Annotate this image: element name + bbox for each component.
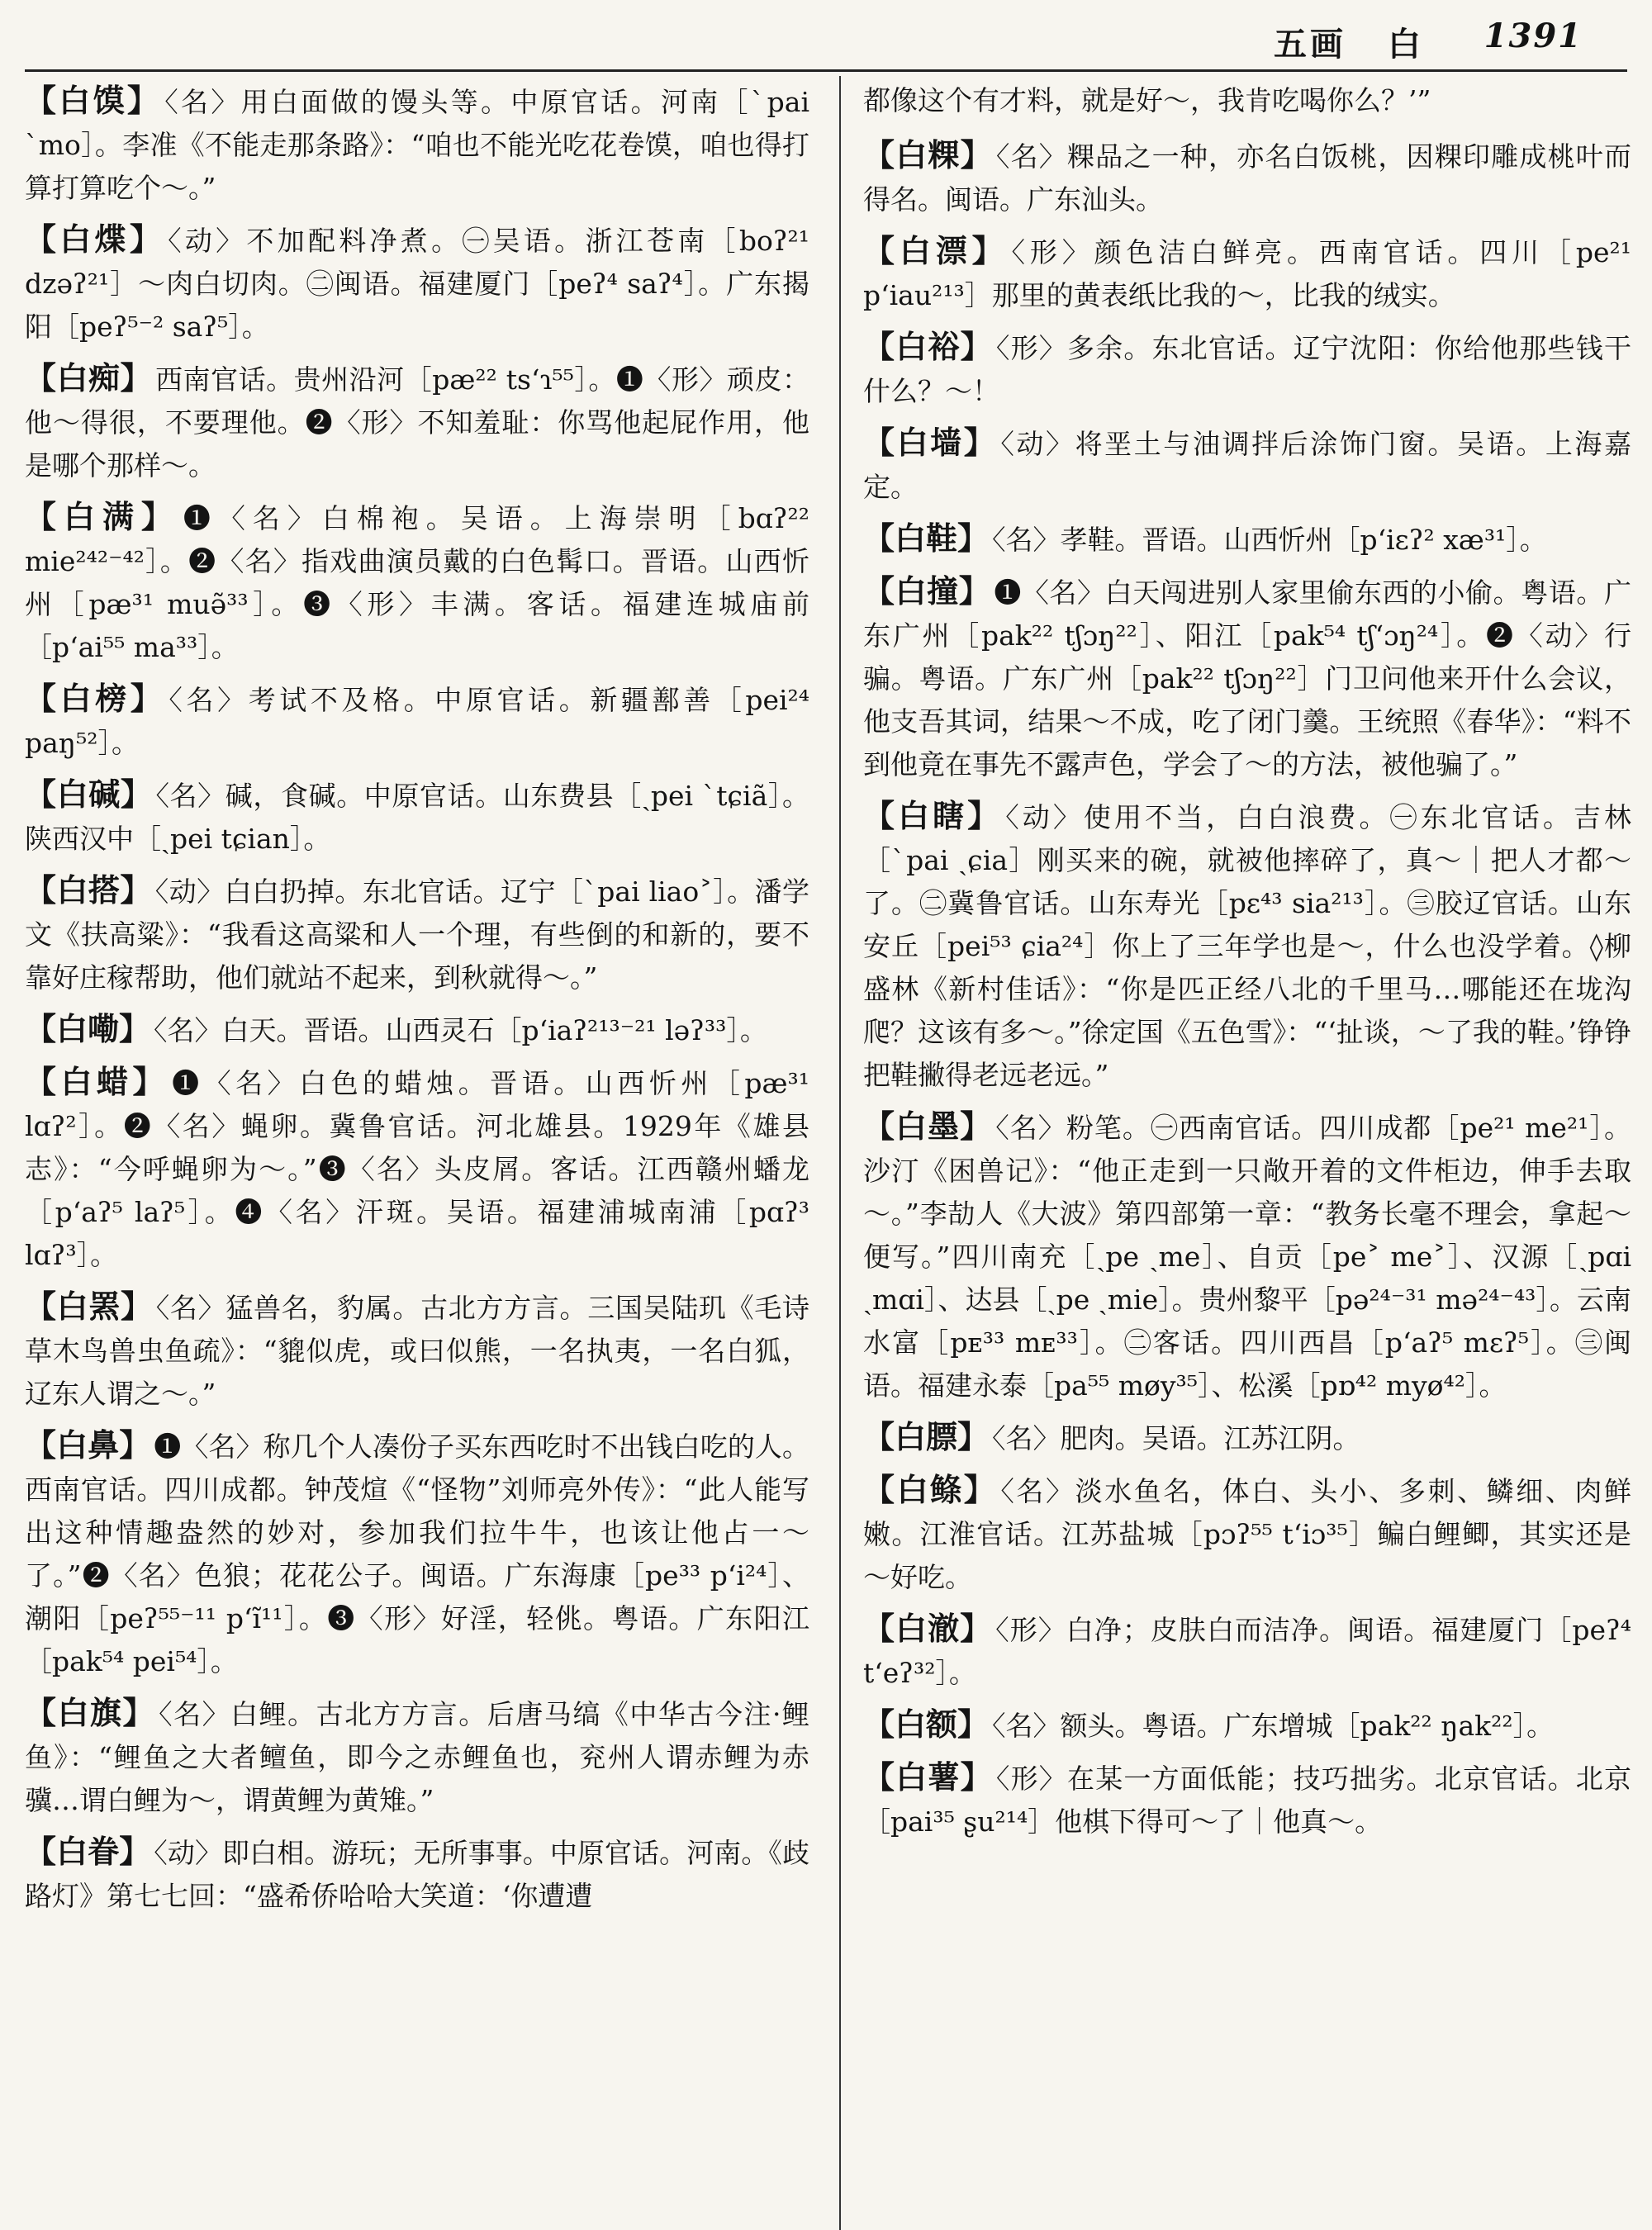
dictionary-entry xyxy=(25,357,809,487)
left-column xyxy=(25,79,809,2230)
entry-definition: 〈名〉孝鞋。晋语。山西忻州［pʻiɛʔ² xæ³¹］。 xyxy=(992,524,1547,556)
entry-headword: 【白蜡】 xyxy=(25,1064,169,1100)
entry-headword: 【白搭】 xyxy=(25,872,152,909)
dictionary-entry xyxy=(25,496,809,669)
entry-headword: 【白裕】 xyxy=(863,329,993,365)
entry-headword: 【白榜】 xyxy=(25,681,166,717)
entry-definition: 〈形〉白净；皮肤白而洁净。闽语。福建厦门［peʔ⁴ tʻeʔ³²］。 xyxy=(863,1614,1631,1689)
entry-headword: 【白眷】 xyxy=(25,1834,151,1870)
dictionary-entry xyxy=(863,230,1631,317)
entry-headword: 【白煠】 xyxy=(25,221,165,258)
entry-definition: 〈名〉额头。粤语。广东增城［pak²² ŋak²²］。 xyxy=(992,1710,1555,1742)
entry-definition: 〈名〉猛兽名，豹属。古北方方言。三国吴陆玑《毛诗草木鸟兽虫鱼疏》：“貔似虎，或曰似熊，一名执夷，一名白狐，辽东人谓之～。” xyxy=(25,1292,809,1410)
entry-definition: 〈名〉淡水鱼名，体白、头小、多刺、鳞细、肉鲜嫩。江淮官话。江苏盐城［pɔʔ⁵⁵ tʻiɔ³⁵］鳊白鲤鲫，其实还是～好吃。 xyxy=(863,1475,1631,1593)
entry-headword: 【白额】 xyxy=(863,1706,990,1743)
dictionary-entry xyxy=(863,1105,1631,1407)
entry-definition: 〈动〉即白相。游玩；无所事事。中原官话。河南。《歧路灯》第七七回：“盛希侨哈哈大笑道：‘你遭遭 xyxy=(25,1837,809,1912)
page-header xyxy=(0,0,1652,71)
entry-headword: 【白满】 xyxy=(25,499,180,535)
header-rule xyxy=(25,69,1627,72)
entry-headword: 【白鲦】 xyxy=(863,1472,998,1508)
dictionary-entry xyxy=(25,1285,809,1416)
entry-headword: 【白膘】 xyxy=(863,1419,990,1455)
entry-headword: 【白瞎】 xyxy=(863,798,1003,834)
entry-headword: 【白馍】 xyxy=(25,83,162,119)
dictionary-entry xyxy=(863,1416,1631,1460)
dictionary-entry xyxy=(863,325,1631,413)
dictionary-entry xyxy=(25,1424,809,1683)
entry-definition: 〈形〉在某一方面低能；技巧拙劣。北京官话。北京［pai³⁵ ʂu²¹⁴］他棋下得可～了｜他真～。 xyxy=(863,1763,1631,1838)
section-label: 五画 xyxy=(1274,26,1346,64)
dictionary-entry xyxy=(863,134,1631,221)
entry-headword: 【白薯】 xyxy=(863,1759,993,1796)
entry-definition: 〈动〉白白扔掉。东北官话。辽宁［ˋpai liao˃］。潘学文《扶高粱》：“我看这高粱和人一个理，有些倒的和新的，要不靠好庄稼帮助，他们就站不起来，到秋就得～。” xyxy=(25,875,809,994)
entry-definition: ❶〈名〉白棉袍。吴语。上海崇明［bɑʔ²² mie²⁴²⁻⁴²］。❷〈名〉指戏曲演员戴的白色髯口。晋语。山西忻州［pæ³¹ muə̃³³］。❸〈形〉丰满。客话。福建连城庙前［pʻai⁵⁵ ma³³］。 xyxy=(25,502,809,663)
entry-headword: 【白撞】 xyxy=(863,573,991,610)
dictionary-entry xyxy=(863,795,1631,1097)
dictionary-entry xyxy=(25,773,809,861)
entry-headword: 【白墙】 xyxy=(863,425,998,461)
dictionary-entry xyxy=(25,1691,809,1822)
entry-definition: 〈动〉不加配料净煮。㊀吴语。浙江苍南［boʔ²¹ dzəʔ²¹］～肉白切肉。㊁闽语。福建厦门［peʔ⁴ saʔ⁴］。广东揭阳［peʔ⁵⁻² saʔ⁵］。 xyxy=(25,225,809,343)
column-divider xyxy=(839,76,841,2230)
entry-definition: 〈形〉多余。东北官话。辽宁沈阳：你给他那些钱干什么？～！ xyxy=(863,332,1631,407)
entry-headword: 【白罴】 xyxy=(25,1288,153,1325)
entry-headword: 【白旗】 xyxy=(25,1695,156,1731)
dictionary-entry xyxy=(863,1607,1631,1695)
entry-headword: 【白澈】 xyxy=(863,1611,993,1647)
entry-definition: 〈名〉粿品之一种，亦名白饭桃，因粿印雕成桃叶而得名。闽语。广东汕头。 xyxy=(863,140,1631,216)
dictionary-entry xyxy=(25,869,809,999)
entry-definition: ❶〈名〉白色的蜡烛。晋语。山西忻州［pæ³¹ lɑʔ²］。❷〈名〉蝇卵。冀鲁官话。河北雄县。1929年《雄县志》：“今呼蝇卵为～。”❸〈名〉头皮屑。客话。江西赣州蟠龙［pʻaʔ⁵ laʔ⁵］。❹〈名〉汗斑。吴语。福建浦城南浦［pɑʔ³ lɑʔ³］。 xyxy=(25,1067,809,1271)
entry-definition: 〈动〉使用不当，白白浪费。㊀东北官话。吉林［ˋpai ˏɕia］刚买来的碗，就被他摔碎了，真～｜把人才都～了。㊁冀鲁官话。山东寿光［pɛ⁴³ sia²¹³］。㊂胶辽官话。山东安丘［pei⁵³ ɕia²⁴］你上了三年学也是～，什么也没学着。◊柳盛林《新村佳话》：“你是匹正经八北的千里马…哪能还在垅沟爬？这该有多～。”徐定国《五色雪》：“‘扯谈，～了我的鞋。’铮铮把鞋撇得老远老远。” xyxy=(863,801,1631,1091)
entry-definition: 〈名〉粉笔。㊀西南官话。四川成都［pe²¹ me²¹］。沙汀《困兽记》：“他正走到一只敞开着的文件柜边，伸手去取～。”李劼人《大波》第四部第一章：“教务长毫不理会，拿起～便写。”四川南充［ˏpe ˏme］、自贡［pe˃ me˃］、汉源［ˏpɑi ˏmɑi］、达县［ˏpe ˏmie］。贵州黎平［pə²⁴⁻³¹ mə²⁴⁻⁴³］。云南水富［pᴇ³³ mᴇ³³］。㊁客话。四川西昌［pʻaʔ⁵ mɛʔ⁵］。㊂闽语。福建永泰［pa⁵⁵ møy³⁵］、松溪［pɒ⁴² myø⁴²］。 xyxy=(863,1112,1631,1402)
dictionary-entry xyxy=(25,218,809,349)
page-number: 1391 xyxy=(1483,17,1583,55)
entry-definition: 〈名〉用白面做的馒头等。中原官话。河南［ˋpai ˋmo］。李准《不能走那条路》：“咱也不能光吃花卷馍，咱也得打算打算吃个～。” xyxy=(25,86,809,204)
radical-label: 白 xyxy=(1388,26,1421,64)
dictionary-entry xyxy=(863,1703,1631,1748)
dictionary-entry xyxy=(863,421,1631,509)
entry-definition: 〈名〉碱，食碱。中原官话。山东费县［ˏpei ˋtɕiã］。陕西汉中［ˏpei tɕian］。 xyxy=(25,780,809,855)
entry-headword: 【白碱】 xyxy=(25,776,153,813)
dictionary-entry xyxy=(25,79,809,210)
entry-definition: 〈名〉白鲤。古北方方言。后唐马缟《中华古今注·鲤鱼》：“鲤鱼之大者鳣鱼，即今之赤鲤鱼也，兖州人谓赤鲤为赤骥…谓白鲤为～，谓黄鲤为黄雉。” xyxy=(25,1698,809,1816)
dictionary-entry xyxy=(25,1060,809,1277)
dictionary-entry xyxy=(25,1830,809,1918)
entry-headword: 【白墨】 xyxy=(863,1108,993,1145)
entry-definition: ❶〈名〉称几个人凑份子买东西吃时不出钱白吃的人。西南官话。四川成都。钟茂煊《“怪物”刘师亮外传》：“此人能写出这种情趣盎然的妙对，参加我们拉牛牛，也该让他占一～了。”❷〈名〉色狼；花花公子。闽语。广东海康［pe³³ pʻi²⁴］、潮阳［peʔ⁵⁵⁻¹¹ pʻĩ¹¹］。❸〈形〉好淫，轻佻。粤语。广东阳江［pak⁵⁴ pei⁵⁴］。 xyxy=(25,1431,809,1677)
entry-definition: 〈形〉颜色洁白鲜亮。西南官话。四川［pe²¹ pʻiau²¹³］那里的黄表纸比我的～，比我的绒实。 xyxy=(863,236,1631,311)
dictionary-entry xyxy=(863,517,1631,562)
dictionary-entry xyxy=(863,1756,1631,1843)
entry-definition: 〈名〉肥肉。吴语。江苏江阴。 xyxy=(992,1422,1360,1454)
entry-definition: 〈名〉白天。晋语。山西灵石［pʻiaʔ²¹³⁻²¹ ləʔ³³］。 xyxy=(154,1014,767,1046)
entry-definition: 〈动〉将垩土与油调拌后涂饰门窗。吴语。上海嘉定。 xyxy=(863,428,1631,503)
entry-headword: 【白鼻】 xyxy=(25,1427,151,1464)
entry-headword: 【白漂】 xyxy=(863,233,1009,269)
dictionary-entry xyxy=(863,1468,1631,1599)
entry-definition: 〈名〉考试不及格。中原官话。新疆鄯善［pei²⁴ paŋ⁵²］。 xyxy=(25,684,809,759)
dictionary-entry xyxy=(863,570,1631,786)
right-column xyxy=(863,79,1631,2230)
entry-headword: 【白粿】 xyxy=(863,137,993,173)
entry-headword: 【白痴】 xyxy=(25,360,153,396)
dictionary-entry xyxy=(25,677,809,765)
entry-headword: 【白嘞】 xyxy=(25,1011,151,1047)
entry-definition: ❶〈名〉白天闯进别人家里偷东西的小偷。粤语。广东广州［pak²² tʃɔŋ²²］、阳江［pak⁵⁴ tʃʻɔŋ²⁴］。❷〈动〉行骗。粤语。广东广州［pak²² tʃɔŋ²²］门卫问他来开什么会议，他支吾其词，结果～不成，吃了闭门羹。王统照《春华》：“料不到他竟在事先不露声色，学会了～的方法，被他骗了。” xyxy=(863,576,1631,780)
continued-text: 都像这个有才料，就是好～，我肯吃喝你么？’” xyxy=(863,84,1431,116)
entry-definition: 西南官话。贵州沿河［pæ²² tsʻɿ⁵⁵］。❶〈形〉顽皮：他～得很，不要理他。❷〈形〉不知羞耻：你骂他起屁作用，他是哪个那样～。 xyxy=(25,363,809,482)
dictionary-entry xyxy=(25,1008,809,1052)
entry-headword: 【白鞋】 xyxy=(863,520,990,557)
